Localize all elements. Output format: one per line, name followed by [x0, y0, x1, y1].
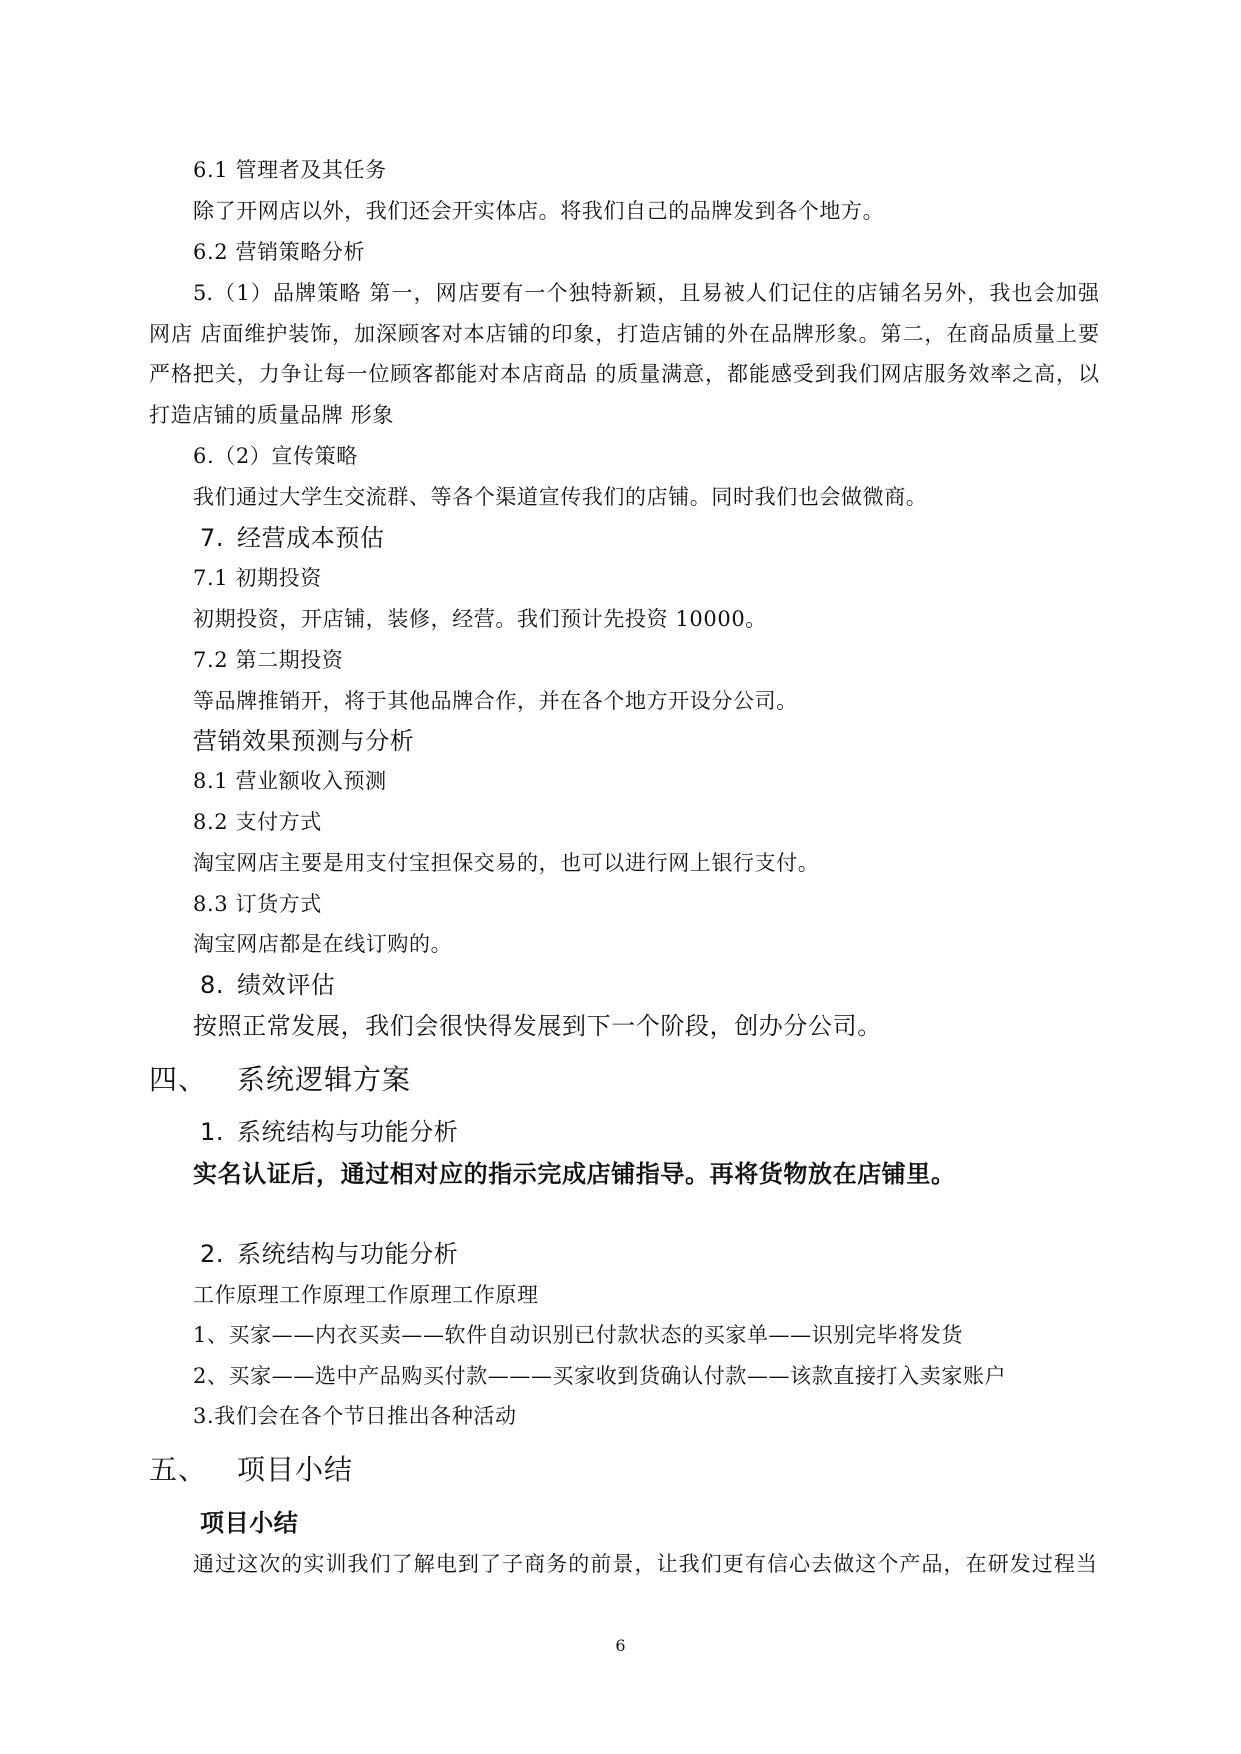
paragraph-8-3: 淘宝网店都是在线订购的。	[193, 932, 453, 956]
workflow-line: 2、买家——选中产品购买付款———买家收到货确认付款——该款直接打入卖家账户	[193, 1364, 1007, 1388]
brand-strategy-line: 严格把关，力争让每一位顾客都能对本店商品 的质量满意，都能感受到我们网店服务效率之高，以	[149, 362, 1099, 386]
heading-title: 系统结构与功能分析	[237, 1240, 459, 1268]
brand-strategy-line: 5.（1）品牌策略 第一，网店要有一个独特新颖，且易被人们记住的店铺名另外，我也会加强	[193, 281, 1099, 305]
heading-title: 系统结构与功能分析	[237, 1118, 459, 1146]
subheading-4-2	[200, 1239, 458, 1269]
paragraph-4-1: 实名认证后，通过相对应的指示完成店铺指导。再将货物放在店铺里。	[193, 1160, 956, 1188]
heading-7-1: 7.1 初期投资	[193, 566, 322, 590]
heading-number: 7.	[200, 524, 225, 552]
chapter-title: 系统逻辑方案	[237, 1063, 412, 1096]
heading-number: 8.	[200, 971, 225, 999]
paragraph-8-2: 淘宝网店主要是用支付宝担保交易的，也可以进行网上银行支付。	[193, 851, 820, 875]
heading-8-1: 8.1 营业额收入预测	[193, 769, 387, 793]
heading-title: 经营成本预估	[237, 524, 385, 552]
heading-6-2: 6.2 营销策略分析	[193, 240, 366, 264]
heading-8-3: 8.3 订货方式	[193, 892, 322, 916]
chapter-number: 五、	[149, 1453, 208, 1486]
heading-title: 绩效评估	[237, 971, 336, 999]
workflow-line: 1、买家——内衣买卖——软件自动识别已付款状态的买家单——识别完毕将发货	[193, 1323, 963, 1347]
heading-8-2: 8.2 支付方式	[193, 810, 322, 834]
heading-marketing-effect: 营销效果预测与分析	[193, 727, 415, 755]
heading-7-2: 7.2 第二期投资	[193, 648, 344, 672]
paragraph-7-2: 等品牌推销开，将于其他品牌合作，并在各个地方开设分公司。	[193, 689, 798, 713]
chapter-title: 项目小结	[237, 1453, 354, 1486]
chapter-number: 四、	[149, 1063, 208, 1096]
heading-number: 1.	[200, 1118, 225, 1146]
paragraph-promotion-strategy: 我们通过大学生交流群、等各个渠道宣传我们的店铺。同时我们也会做微商。	[193, 485, 928, 509]
chapter-5-heading	[149, 1453, 353, 1487]
paragraph-8: 按照正常发展，我们会很快得发展到下一个阶段，创办分公司。	[193, 1012, 882, 1040]
workflow-line: 3.我们会在各个节日推出各种活动	[193, 1404, 517, 1428]
page-number: 6	[615, 1636, 626, 1655]
heading-number: 2.	[200, 1240, 225, 1268]
brand-strategy-line: 打造店铺的质量品牌 形象	[149, 403, 394, 427]
workflow-line: 工作原理工作原理工作原理工作原理	[193, 1283, 539, 1307]
heading-8	[200, 970, 335, 1000]
subheading-4-1	[200, 1117, 458, 1147]
paragraph-5: 通过这次的实训我们了解电到了子商务的前景，让我们更有信心去做这个产品，在研发过程当	[193, 1552, 1097, 1576]
subheading-5: 项目小结	[200, 1509, 299, 1537]
heading-7	[200, 523, 385, 553]
brand-strategy-line: 网店 店面维护装饰，加深顾客对本店铺的印象，打造店铺的外在品牌形象。第二，在商品质量上要	[149, 322, 1099, 346]
heading-6-1: 6.1 管理者及其任务	[193, 158, 387, 182]
paragraph-6-1: 除了开网店以外，我们还会开实体店。将我们自己的品牌发到各个地方。	[193, 199, 885, 223]
heading-promotion-strategy: 6.（2）宣传策略	[193, 444, 358, 468]
paragraph-7-1: 初期投资，开店铺，装修，经营。我们预计先投资 10000。	[193, 607, 767, 631]
chapter-4-heading	[149, 1063, 411, 1097]
